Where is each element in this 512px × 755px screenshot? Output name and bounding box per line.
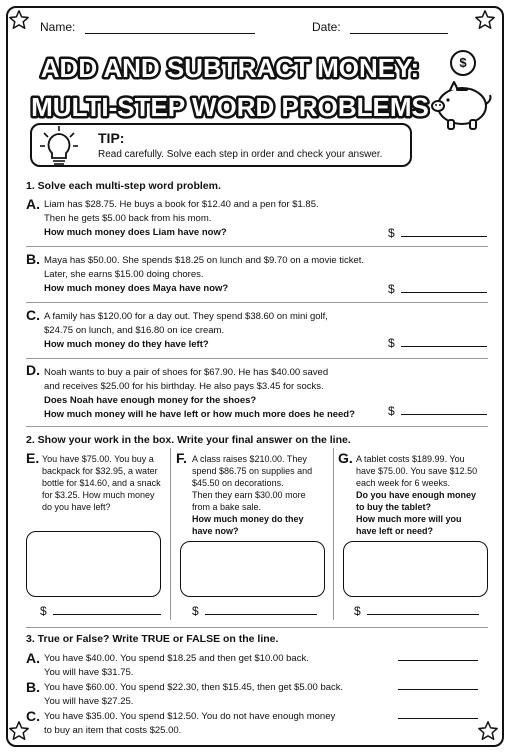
work-box[interactable] [26, 531, 161, 597]
answer-field[interactable]: $ [354, 604, 479, 618]
piggy-bank-icon [426, 76, 496, 132]
true-false-answer-line[interactable] [398, 718, 478, 719]
light-bulb-icon [38, 124, 80, 170]
answer-line[interactable] [53, 604, 161, 615]
answer-field[interactable]: $ [40, 604, 161, 618]
answer-field[interactable]: $ [388, 336, 487, 350]
problem-letter: F. [176, 450, 187, 466]
true-false-answer-line[interactable] [398, 689, 478, 690]
column-divider [170, 448, 171, 620]
problem-letter: E. [26, 450, 40, 466]
problem-text: Noah wants to buy a pair of shoes for $67.90. He has $40.00 saved and receives $25.00 for his birthday. He also pays $3.45 for socks. Does Noah have enough money for the shoes? How much money will he have left or how much more does he need? [44, 367, 355, 420]
name-label: Name: [40, 20, 76, 34]
answer-line[interactable] [205, 604, 317, 615]
date-field[interactable] [312, 20, 448, 34]
item-letter: A. [26, 650, 40, 666]
work-box[interactable] [180, 541, 325, 597]
true-false-statement: You have $35.00. You spend $12.50. You do not have enough money to buy an item that costs $25.00. [44, 711, 336, 736]
tip-text: Read carefully. Solve each step in order and check your answer. [98, 149, 383, 160]
star-icon [8, 9, 30, 31]
name-field[interactable] [40, 20, 255, 34]
title-line-1: ADD AND SUBTRACT MONEY: [40, 53, 420, 83]
divider [26, 627, 488, 628]
answer-field[interactable]: $ [388, 404, 487, 418]
divider [26, 302, 488, 303]
tip-box [30, 123, 412, 167]
true-false-statement: You have $60.00. You spend $22.30, then $15.45, then get $5.00 back. You will have $27.25. [44, 682, 344, 707]
name-line[interactable] [85, 21, 255, 34]
section-3-heading: 3. True or False? Write TRUE or FALSE on the line. [26, 633, 279, 645]
problem-text: Liam has $28.75. He buys a book for $12.40 and a pen for $1.85. Then he gets $5.00 back from his mom. How much money does Liam have now? [44, 199, 319, 238]
problem-text: Maya has $50.00. She spends $18.25 on lunch and $9.70 on a movie ticket. Later, she earns $15.00 doing chores. How much money does Maya have now? [44, 255, 365, 294]
column-divider [333, 448, 334, 620]
answer-line[interactable] [401, 404, 487, 415]
divider [26, 358, 488, 359]
date-label: Date: [312, 20, 341, 34]
true-false-answer-line[interactable] [398, 660, 478, 661]
section-1-heading: 1. Solve each multi-step word problem. [26, 180, 221, 192]
problem-letter: B. [26, 251, 40, 267]
true-false-statement: You have $40.00. You spend $18.25 and then get $10.00 back. You will have $31.75. [44, 653, 309, 678]
answer-line[interactable] [401, 336, 487, 347]
problem-letter: C. [26, 307, 40, 323]
problem-letter: A. [26, 196, 40, 212]
answer-field[interactable]: $ [388, 226, 487, 240]
answer-line[interactable] [401, 282, 487, 293]
tip-title: TIP: [98, 130, 125, 146]
work-box[interactable] [343, 541, 488, 597]
worksheet-title [30, 44, 430, 126]
problem-text: You have $75.00. You buy a backpack for $32.95, a water bottle for $14.60, and a snack for $3.25. How much money do you have left? [42, 454, 161, 512]
divider [26, 426, 488, 427]
title-line-2: MULTI-STEP WORD PROBLEMS [31, 92, 429, 122]
answer-line[interactable] [401, 226, 487, 237]
answer-field[interactable]: $ [388, 282, 487, 296]
divider [26, 246, 488, 247]
dollar-coin-icon: $ [450, 50, 476, 76]
star-icon [474, 9, 496, 31]
star-icon [477, 720, 499, 742]
item-letter: B. [26, 679, 40, 695]
answer-field[interactable]: $ [192, 604, 317, 618]
problem-text: A family has $120.00 for a day out. They spend $38.60 on mini golf, $24.75 on lunch, and $16.80 on ice cream. How much money do they have left? [44, 311, 328, 350]
problem-text: A class raises $210.00. They spend $86.75 on supplies and $45.50 on decorations. Then they earn $30.00 more from a bake sale. How much money do they have now? [192, 454, 313, 536]
item-letter: C. [26, 708, 40, 724]
date-line[interactable] [350, 21, 448, 34]
problem-letter: D. [26, 362, 40, 378]
problem-letter: G. [338, 450, 353, 466]
problem-text: A tablet costs $189.99. You have $75.00. You save $12.50 each week for 6 weeks. Do you have enough money to buy the tablet? How much more will you have left or need? [356, 454, 478, 536]
section-2-heading: 2. Show your work in the box. Write your final answer on the line. [26, 434, 351, 446]
answer-line[interactable] [367, 604, 479, 615]
